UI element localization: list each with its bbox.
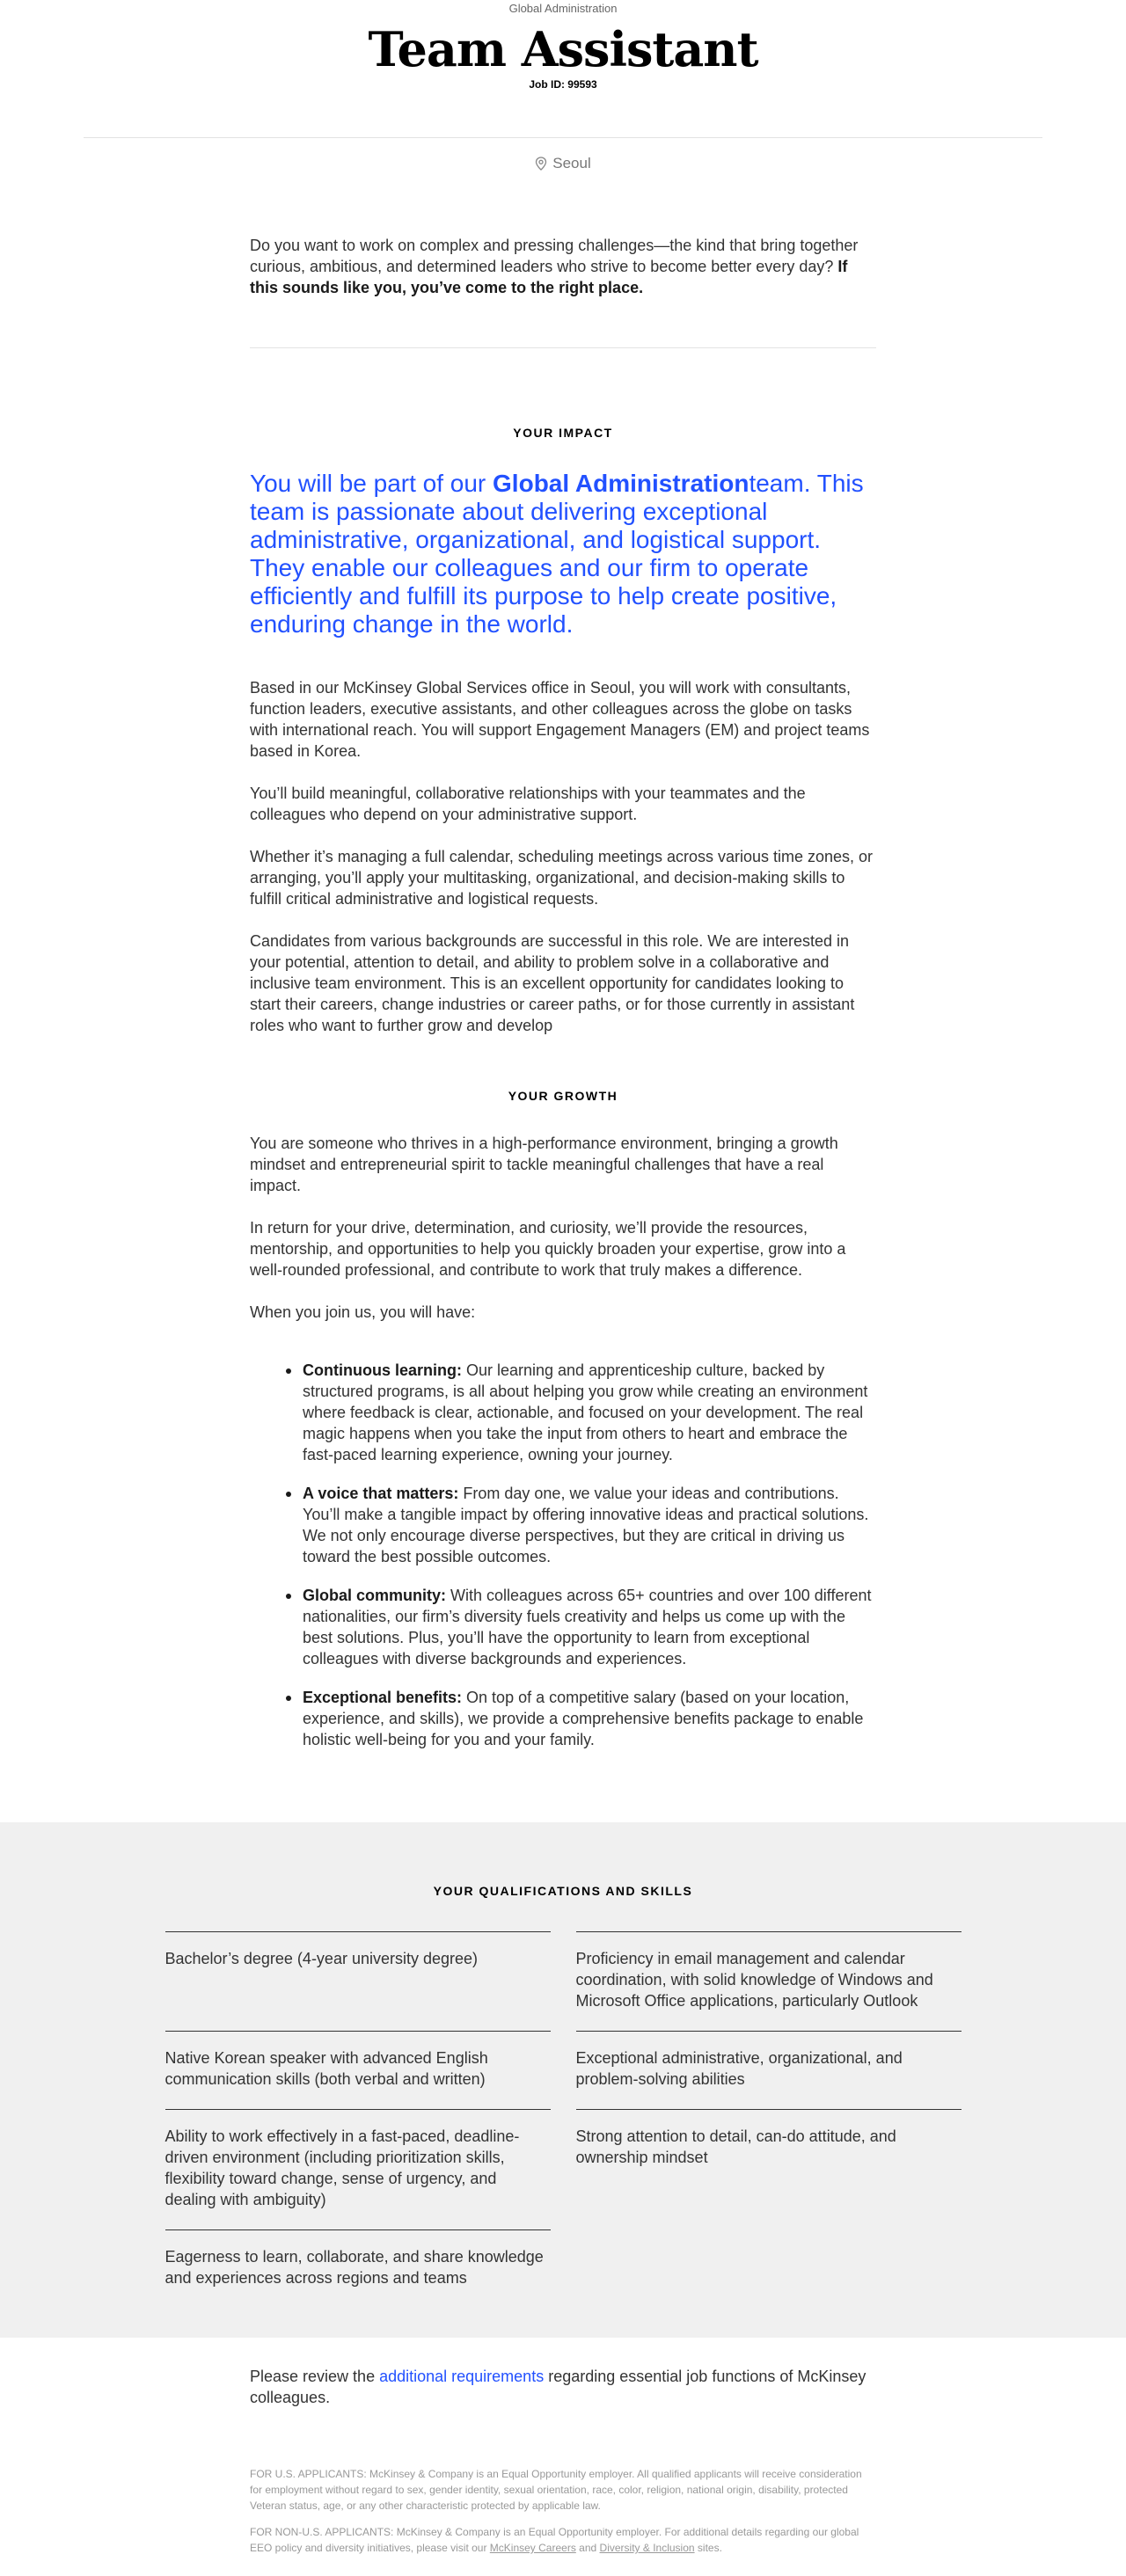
qualification-item: Eagerness to learn, collaborate, and share knowledge and experiences across regions and teams xyxy=(165,2229,551,2308)
section-divider xyxy=(250,347,876,348)
impact-lead-bold: Global Administration xyxy=(493,470,749,497)
job-description xyxy=(250,235,876,1750)
us-applicants-text: FOR U.S. APPLICANTS: McKinsey & Company is an Equal Opportunity employer. All qualified applicants will receive consideration for employment without regard to sex, gender identity, sexual orientation, race, color, religion, national origin, disability, protected Veteran status, age, or any other characteristic protected by applicable law. xyxy=(250,2468,862,2512)
growth-paragraphs xyxy=(250,1133,876,1323)
growth-heading: YOUR GROWTH xyxy=(508,1089,618,1103)
qualification-item: Ability to work effectively in a fast-paced, deadline-driven environment (including prioritization skills, flexibility toward change, sense of urgency, and dealing with ambiguity) xyxy=(165,2109,551,2229)
location-city: Seoul xyxy=(552,155,591,171)
legal-disclaimer xyxy=(250,2466,876,2556)
intro-text: Do you want to work on complex and pressing challenges—the kind that bring together curious, ambitious, and determined leaders who strive to become better every day? xyxy=(250,237,859,275)
impact-paragraph: Whether it’s managing a full calendar, scheduling meetings across various time zones, or arranging, you’ll apply your multitasking, organizational, and decision-making skills to fulfill critical administrative and logistical requests. xyxy=(250,848,874,908)
job-id: Job ID: 99593 xyxy=(529,78,597,91)
benefit-title: Exceptional benefits: xyxy=(303,1689,463,1706)
non-us-text: FOR NON-U.S. APPLICANTS: McKinsey & Company is an Equal Opportunity employer. For additional details regarding our global EEO policy and diversity initiatives, please visit our xyxy=(250,2526,859,2554)
qualification-item: Native Korean speaker with advanced English communication skills (both verbal and written) xyxy=(165,2031,551,2109)
impact-lead xyxy=(250,470,876,639)
diversity-inclusion-link[interactable]: Diversity & Inclusion xyxy=(599,2542,695,2554)
intro-paragraph xyxy=(250,235,876,298)
bullet-icon xyxy=(286,1492,291,1497)
department-label: Global Administration xyxy=(508,2,618,15)
benefit-text: From day one, we value your ideas and contributions. You’ll make a tangible impact by offering innovative ideas and practical solutions. We not only encourage diverse perspectives, but they are critical in driving us toward the best possible outcomes. xyxy=(303,1485,869,1565)
growth-paragraph: When you join us, you will have: xyxy=(250,1303,476,1321)
qualification-item: Exceptional administrative, organizational, and problem-solving abilities xyxy=(576,2031,961,2109)
intro-bold: If this sounds like you, you’ve come to the right place. xyxy=(250,258,848,296)
job-header xyxy=(84,0,1042,138)
review-text-after: regarding essential job functions of McKinsey colleagues. xyxy=(250,2368,866,2406)
and-text: and xyxy=(575,2542,600,2554)
list-item xyxy=(303,1585,876,1669)
benefit-text: Our learning and apprenticeship culture, backed by structured programs, is all about helping you grow while creating an environment where feedback is clear, actionable, and focused on your development. The real magic happens when you take the input from others to heart and embrace the fast-paced learning experience, owning your journey. xyxy=(303,1361,868,1463)
footer-content xyxy=(250,2366,876,2556)
impact-paragraphs xyxy=(250,677,876,1036)
benefit-title: Global community: xyxy=(303,1587,447,1604)
benefit-title: Continuous learning: xyxy=(303,1361,462,1379)
qualifications-section xyxy=(0,1822,1126,2338)
qualification-item: Bachelor’s degree (4-year university degree) xyxy=(165,1931,551,2031)
sites-text: sites. xyxy=(694,2542,722,2554)
page-title: Team Assistant xyxy=(368,21,758,77)
additional-requirements-link[interactable]: additional requirements xyxy=(379,2368,545,2385)
qualification-item: Strong attention to detail, can-do attitude, and ownership mindset xyxy=(576,2109,961,2229)
impact-lead-after: team. This team is passionate about delivering exceptional administrative, organizational, and logistical support. They enable our colleagues and our firm to operate efficiently and fulfill its purpose to help create positive, enduring change in the world. xyxy=(250,470,864,638)
benefit-text: With colleagues across 65+ countries and over 100 different nationalities, our firm’s diversity fuels creativity and helps us come up with the best solutions. Plus, you’ll have the opportunity to learn from exceptional colleagues with diverse backgrounds and experiences. xyxy=(303,1587,872,1667)
map-pin-icon xyxy=(535,157,547,171)
location xyxy=(0,152,1126,175)
list-item xyxy=(303,1360,876,1465)
benefit-text: On top of a competitive salary (based on your location, experience, and skills), we provide a comprehensive benefits package to enable holistic well-being for you and your family. xyxy=(303,1689,864,1748)
mckinsey-careers-link[interactable]: McKinsey Careers xyxy=(489,2542,576,2554)
additional-requirements-note xyxy=(250,2366,876,2408)
bullet-icon xyxy=(286,1368,291,1374)
list-item xyxy=(303,1483,876,1567)
growth-paragraph: In return for your drive, determination, and curiosity, we’ll provide the resources, mentorship, and opportunities to help you quickly broaden your expertise, grow into a well-rounded professional, and contribute to work that truly makes a difference. xyxy=(250,1219,846,1279)
impact-heading: YOUR IMPACT xyxy=(513,426,613,440)
impact-paragraph: You’ll build meaningful, collaborative relationships with your teammates and the colleagues who depend on your administrative support. xyxy=(250,784,806,823)
list-item xyxy=(303,1687,876,1750)
impact-paragraph: Based in our McKinsey Global Services office in Seoul, you will work with consultants, function leaders, executive assistants, and other colleagues across the globe on tasks with international reach. You will support Engagement Managers (EM) and project teams based in Korea. xyxy=(250,679,870,760)
impact-paragraph: Candidates from various backgrounds are successful in this role. We are interested in your potential, attention to detail, and ability to problem solve in a collaborative and inclusive team environment. This is an excellent opportunity for candidates looking to start their careers, change industries or career paths, or for those currently in assistant roles who want to further grow and develop xyxy=(250,932,855,1034)
non-us-applicants-text xyxy=(250,2524,876,2556)
impact-lead-before: You will be part of our xyxy=(250,470,494,497)
qualifications-heading: YOUR QUALIFICATIONS AND SKILLS xyxy=(433,1884,693,1898)
review-text-before: Please review the xyxy=(250,2368,380,2385)
qualifications-grid xyxy=(165,1931,961,2308)
benefits-list xyxy=(250,1360,876,1750)
qualification-item: Proficiency in email management and calendar coordination, with solid knowledge of Windows and Microsoft Office applications, particularly Outlook xyxy=(576,1931,961,2031)
benefit-title: A voice that matters: xyxy=(303,1485,459,1502)
bullet-icon xyxy=(286,1696,291,1701)
bullet-icon xyxy=(286,1594,291,1599)
growth-paragraph: You are someone who thrives in a high-performance environment, bringing a growth mindset and entrepreneurial spirit to tackle meaningful challenges that have a real impact. xyxy=(250,1135,838,1194)
